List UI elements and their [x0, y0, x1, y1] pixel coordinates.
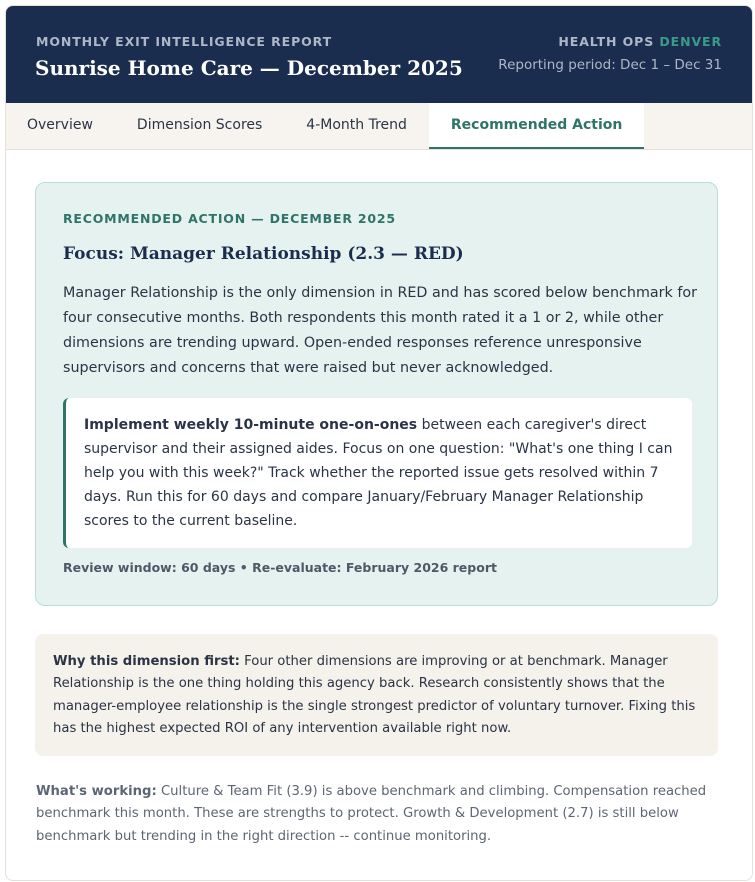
why-lead: Why this dimension first:: [53, 654, 240, 669]
tab-bar: [6, 103, 752, 150]
report-title: Sunrise Home Care — December 2025: [35, 56, 463, 80]
action-callout: [63, 398, 692, 548]
working-text: Culture & Team Fit (3.9) is above benchmark and climbing. Compensation reached benchmark this month. These are strengths to protect. Growth & Development (2.7) is still below benchmark but trending in the right direction -- continue monitoring.: [36, 784, 707, 844]
recommendation-body: Manager Relationship is the only dimension in RED and has scored below benchmark for four consecutive months. Both respondents this month rated it a 1 or 2, while other dimensions are trending upward. Open-ended responses reference unresponsive supervisors and concerns that were raised but never acknowledged.: [63, 285, 698, 376]
whats-working-note: [36, 781, 716, 848]
recommendation-eyebrow: RECOMMENDED ACTION — DECEMBER 2025: [63, 211, 396, 226]
brand-primary: HEALTH OPS: [558, 34, 655, 49]
tab-recommended-action[interactable]: Recommended Action: [429, 103, 644, 149]
review-window: Review window: 60 days • Re-evaluate: February 2026 report: [63, 560, 497, 575]
working-lead: What's working:: [36, 784, 157, 799]
brand-accent: DENVER: [659, 34, 722, 49]
reporting-period: Reporting period: Dec 1 – Dec 31: [498, 57, 722, 73]
why-this-dimension-card: [35, 634, 718, 756]
report-eyebrow: MONTHLY EXIT INTELLIGENCE REPORT: [36, 34, 333, 49]
report-container: [5, 5, 753, 881]
action-text: between each caregiver's direct supervisor and their assigned aides. Focus on one question: "What's one thing I can help you with this week?" Track whether the reported issue gets resolved within 7 days. Run this for 60 days and compare January/February Manager Relationship scores to the current baseline.: [84, 417, 673, 529]
action-lead: Implement weekly 10-minute one-on-ones: [84, 417, 418, 433]
brand-label: [558, 34, 722, 49]
tab-dimension-scores[interactable]: Dimension Scores: [136, 117, 263, 133]
why-text: Four other dimensions are improving or at benchmark. Manager Relationship is the one thing holding this agency back. Research consistently shows that the manager-employee relationship is the single strongest predictor of voluntary turnover. Fixing this has the highest expected ROI of any intervention available right now.: [53, 654, 696, 736]
tab-4-month-trend[interactable]: 4-Month Trend: [306, 117, 407, 133]
tab-overview[interactable]: Overview: [27, 117, 93, 133]
focus-heading: Focus: Manager Relationship (2.3 — RED): [63, 244, 464, 264]
recommended-action-card: [35, 182, 718, 606]
report-header: [6, 6, 752, 103]
